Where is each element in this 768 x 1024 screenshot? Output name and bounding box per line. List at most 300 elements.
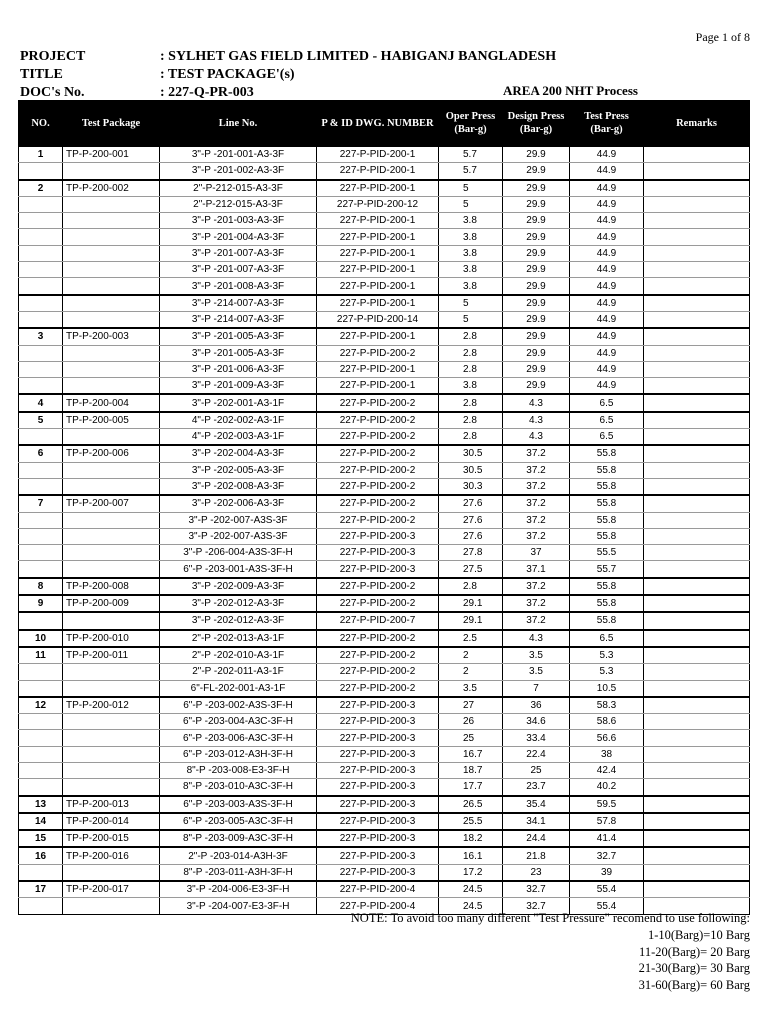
cell-oper-press: 2.8 (439, 412, 503, 429)
cell-pid-number: 227-P-PID-200-2 (317, 680, 439, 697)
cell-design-press: 33.4 (503, 730, 570, 746)
cell-line-no: 3"-P -201-007-A3-3F (160, 245, 317, 261)
cell-test-press: 55.7 (570, 561, 644, 578)
cell-no (19, 478, 63, 495)
cell-line-no: 2"-P-212-015-A3-3F (160, 196, 317, 212)
cell-line-no: 6"-P -203-004-A3C-3F-H (160, 714, 317, 730)
cell-pid-number: 227-P-PID-200-2 (317, 595, 439, 612)
table-row (19, 378, 750, 395)
cell-remarks (644, 528, 750, 544)
cell-no (19, 295, 63, 312)
cell-pid-number: 227-P-PID-200-3 (317, 545, 439, 561)
table-row (19, 180, 750, 197)
cell-remarks (644, 647, 750, 664)
cell-package: TP-P-200-011 (63, 647, 160, 664)
table-row (19, 746, 750, 762)
cell-design-press: 29.9 (503, 163, 570, 180)
cell-line-no: 3"-P -201-005-A3-3F (160, 345, 317, 361)
cell-no (19, 730, 63, 746)
cell-design-press: 29.9 (503, 229, 570, 245)
cell-no (19, 262, 63, 278)
cell-oper-press: 3.8 (439, 378, 503, 395)
cell-package: TP-P-200-008 (63, 578, 160, 595)
table-row (19, 462, 750, 478)
cell-line-no: 3"-P -201-009-A3-3F (160, 378, 317, 395)
cell-pid-number: 227-P-PID-200-1 (317, 245, 439, 261)
cell-test-press: 32.7 (570, 847, 644, 864)
cell-oper-press: 3.5 (439, 680, 503, 697)
table-row (19, 328, 750, 345)
table-row (19, 478, 750, 495)
table-row (19, 361, 750, 377)
cell-pid-number: 227-P-PID-200-1 (317, 146, 439, 163)
cell-remarks (644, 762, 750, 778)
cell-line-no: 6"-P -203-006-A3C-3F-H (160, 730, 317, 746)
cell-package: TP-P-200-012 (63, 697, 160, 714)
table-row (19, 229, 750, 245)
cell-package (63, 714, 160, 730)
cell-package: TP-P-200-009 (63, 595, 160, 612)
cell-test-press: 44.9 (570, 229, 644, 245)
cell-line-no: 8"-P -203-011-A3H-3F-H (160, 864, 317, 881)
cell-package (63, 864, 160, 881)
cell-test-press: 44.9 (570, 278, 644, 295)
cell-line-no: 6"-P -203-005-A3C-3F-H (160, 813, 317, 830)
cell-design-press: 29.9 (503, 295, 570, 312)
cell-test-press: 55.8 (570, 445, 644, 462)
cell-pid-number: 227-P-PID-200-1 (317, 213, 439, 229)
cell-line-no: 8"-P -203-008-E3-3F-H (160, 762, 317, 778)
cell-remarks (644, 847, 750, 864)
cell-design-press: 34.1 (503, 813, 570, 830)
cell-oper-press: 26.5 (439, 796, 503, 813)
cell-design-press: 34.6 (503, 714, 570, 730)
cell-test-press: 6.5 (570, 429, 644, 446)
cell-test-press: 58.3 (570, 697, 644, 714)
cell-package: TP-P-200-004 (63, 394, 160, 411)
cell-no: 15 (19, 830, 63, 847)
cell-test-press: 44.9 (570, 180, 644, 197)
cell-package (63, 462, 160, 478)
table-row (19, 630, 750, 647)
cell-no (19, 378, 63, 395)
table-row (19, 295, 750, 312)
cell-pid-number: 227-P-PID-200-1 (317, 295, 439, 312)
cell-no: 11 (19, 647, 63, 664)
table-row (19, 512, 750, 528)
cell-pid-number: 227-P-PID-200-3 (317, 813, 439, 830)
cell-remarks (644, 278, 750, 295)
cell-line-no: 4"-P -202-002-A3-1F (160, 412, 317, 429)
cell-test-press: 10.5 (570, 680, 644, 697)
table-row (19, 311, 750, 328)
cell-package (63, 213, 160, 229)
cell-oper-press: 24.5 (439, 898, 503, 914)
cell-line-no: 3"-P -201-008-A3-3F (160, 278, 317, 295)
cell-design-press: 23.7 (503, 779, 570, 796)
cell-no (19, 213, 63, 229)
cell-package (63, 779, 160, 796)
cell-test-press: 44.9 (570, 262, 644, 278)
cell-design-press: 29.9 (503, 196, 570, 212)
cell-remarks (644, 578, 750, 595)
doc-value: : 227-Q-PR-003 (160, 85, 254, 100)
cell-remarks (644, 196, 750, 212)
table-header-row (19, 101, 750, 147)
cell-package (63, 311, 160, 328)
cell-no: 6 (19, 445, 63, 462)
cell-oper-press: 2.8 (439, 345, 503, 361)
cell-oper-press: 30.5 (439, 462, 503, 478)
cell-line-no: 3"-P -202-012-A3-3F (160, 612, 317, 629)
cell-package: TP-P-200-007 (63, 495, 160, 512)
cell-line-no: 2"-P-212-015-A3-3F (160, 180, 317, 197)
cell-remarks (644, 378, 750, 395)
cell-design-press: 24.4 (503, 830, 570, 847)
cell-line-no: 8"-P -203-010-A3C-3F-H (160, 779, 317, 796)
cell-pid-number: 227-P-PID-200-4 (317, 898, 439, 914)
table-row (19, 730, 750, 746)
cell-line-no: 4"-P -202-003-A3-1F (160, 429, 317, 446)
cell-design-press: 37.2 (503, 478, 570, 495)
cell-remarks (644, 412, 750, 429)
cell-pid-number: 227-P-PID-200-1 (317, 262, 439, 278)
cell-no: 3 (19, 328, 63, 345)
cell-no: 9 (19, 595, 63, 612)
cell-no: 13 (19, 796, 63, 813)
table-row (19, 561, 750, 578)
cell-oper-press: 3.8 (439, 262, 503, 278)
cell-no: 1 (19, 146, 63, 163)
cell-test-press: 40.2 (570, 779, 644, 796)
cell-no (19, 361, 63, 377)
cell-design-press: 4.3 (503, 429, 570, 446)
cell-remarks (644, 697, 750, 714)
cell-package (63, 163, 160, 180)
cell-oper-press: 3.8 (439, 278, 503, 295)
table-row (19, 714, 750, 730)
cell-oper-press: 27 (439, 697, 503, 714)
cell-line-no: 3"-P -202-005-A3-3F (160, 462, 317, 478)
cell-test-press: 38 (570, 746, 644, 762)
test-pressure-note (351, 910, 750, 994)
cell-test-press: 56.6 (570, 730, 644, 746)
cell-test-press: 44.9 (570, 378, 644, 395)
cell-line-no: 3"-P -202-012-A3-3F (160, 595, 317, 612)
cell-line-no: 3"-P -214-007-A3-3F (160, 295, 317, 312)
cell-remarks (644, 163, 750, 180)
cell-oper-press: 5.7 (439, 163, 503, 180)
cell-test-press: 55.5 (570, 545, 644, 561)
cell-line-no: 3"-P -214-007-A3-3F (160, 311, 317, 328)
cell-design-press: 29.9 (503, 278, 570, 295)
cell-package: TP-P-200-003 (63, 328, 160, 345)
table-row (19, 762, 750, 778)
cell-package: TP-P-200-017 (63, 881, 160, 898)
cell-line-no: 8"-P -203-009-A3C-3F-H (160, 830, 317, 847)
cell-design-press: 37.2 (503, 495, 570, 512)
cell-no: 14 (19, 813, 63, 830)
table-row (19, 813, 750, 830)
cell-remarks (644, 295, 750, 312)
cell-pid-number: 227-P-PID-200-3 (317, 864, 439, 881)
page-number: Page 1 of 8 (695, 30, 750, 44)
cell-package (63, 730, 160, 746)
cell-remarks (644, 394, 750, 411)
cell-oper-press: 30.3 (439, 478, 503, 495)
cell-package (63, 561, 160, 578)
cell-no: 10 (19, 630, 63, 647)
cell-design-press: 4.3 (503, 394, 570, 411)
table-row (19, 445, 750, 462)
cell-oper-press: 27.6 (439, 512, 503, 528)
title-label: TITLE (20, 67, 63, 82)
cell-package (63, 429, 160, 446)
cell-pid-number: 227-P-PID-200-2 (317, 412, 439, 429)
table-row (19, 345, 750, 361)
cell-no (19, 680, 63, 697)
cell-line-no: 6"-P -203-002-A3S-3F-H (160, 697, 317, 714)
cell-test-press: 55.8 (570, 512, 644, 528)
cell-no (19, 311, 63, 328)
table-row (19, 394, 750, 411)
cell-no (19, 746, 63, 762)
cell-design-press: 29.9 (503, 213, 570, 229)
cell-oper-press: 2.8 (439, 361, 503, 377)
cell-pid-number: 227-P-PID-200-2 (317, 647, 439, 664)
cell-test-press: 44.9 (570, 361, 644, 377)
cell-package: TP-P-200-016 (63, 847, 160, 864)
cell-no (19, 345, 63, 361)
cell-pid-number: 227-P-PID-200-2 (317, 578, 439, 595)
cell-line-no: 3"-P -201-005-A3-3F (160, 328, 317, 345)
cell-pid-number: 227-P-PID-200-2 (317, 345, 439, 361)
table-row (19, 578, 750, 595)
cell-no (19, 512, 63, 528)
cell-package (63, 612, 160, 629)
table-row (19, 830, 750, 847)
cell-design-press: 37.2 (503, 462, 570, 478)
cell-test-press: 58.6 (570, 714, 644, 730)
cell-remarks (644, 495, 750, 512)
cell-line-no: 6"-P -203-003-A3S-3F-H (160, 796, 317, 813)
cell-oper-press: 24.5 (439, 881, 503, 898)
cell-design-press: 32.7 (503, 881, 570, 898)
cell-line-no: 2"-P -203-014-A3H-3F (160, 847, 317, 864)
cell-design-press: 29.9 (503, 311, 570, 328)
cell-design-press: 29.9 (503, 180, 570, 197)
cell-remarks (644, 328, 750, 345)
cell-pid-number: 227-P-PID-200-4 (317, 881, 439, 898)
col-header-line: Line No. (160, 101, 317, 147)
cell-line-no: 3"-P -201-003-A3-3F (160, 213, 317, 229)
cell-package (63, 746, 160, 762)
cell-test-press: 44.9 (570, 245, 644, 261)
table-row (19, 697, 750, 714)
cell-line-no: 2"-P -202-013-A3-1F (160, 630, 317, 647)
cell-test-press: 44.9 (570, 213, 644, 229)
cell-no (19, 163, 63, 180)
cell-line-no: 3"-P -202-006-A3-3F (160, 495, 317, 512)
cell-test-press: 44.9 (570, 328, 644, 345)
cell-no (19, 561, 63, 578)
cell-oper-press: 5 (439, 295, 503, 312)
cell-package (63, 378, 160, 395)
cell-oper-press: 2 (439, 647, 503, 664)
cell-remarks (644, 796, 750, 813)
cell-remarks (644, 864, 750, 881)
cell-line-no: 3"-P -201-006-A3-3F (160, 361, 317, 377)
cell-line-no: 3"-P -202-008-A3-3F (160, 478, 317, 495)
cell-pid-number: 227-P-PID-200-2 (317, 664, 439, 680)
cell-package (63, 361, 160, 377)
table-row (19, 528, 750, 544)
cell-design-press: 36 (503, 697, 570, 714)
cell-pid-number: 227-P-PID-200-1 (317, 278, 439, 295)
cell-pid-number: 227-P-PID-200-2 (317, 630, 439, 647)
table-row (19, 146, 750, 163)
cell-no (19, 245, 63, 261)
cell-test-press: 44.9 (570, 311, 644, 328)
cell-oper-press: 30.5 (439, 445, 503, 462)
cell-oper-press: 27.6 (439, 528, 503, 544)
table-row (19, 864, 750, 881)
cell-pid-number: 227-P-PID-200-2 (317, 478, 439, 495)
cell-design-press: 4.3 (503, 412, 570, 429)
cell-line-no: 6"-P -203-001-A3S-3F-H (160, 561, 317, 578)
cell-design-press: 32.7 (503, 898, 570, 914)
cell-remarks (644, 245, 750, 261)
cell-pid-number: 227-P-PID-200-2 (317, 512, 439, 528)
cell-design-press: 37.2 (503, 528, 570, 544)
cell-package: TP-P-200-010 (63, 630, 160, 647)
cell-design-press: 29.9 (503, 361, 570, 377)
cell-no: 2 (19, 180, 63, 197)
cell-no: 4 (19, 394, 63, 411)
cell-no: 8 (19, 578, 63, 595)
cell-line-no: 3"-P -201-001-A3-3F (160, 146, 317, 163)
cell-package (63, 478, 160, 495)
cell-line-no: 3"-P -202-004-A3-3F (160, 445, 317, 462)
cell-oper-press: 29.1 (439, 612, 503, 629)
cell-oper-press: 5 (439, 196, 503, 212)
cell-pid-number: 227-P-PID-200-1 (317, 361, 439, 377)
cell-test-press: 6.5 (570, 394, 644, 411)
cell-package: TP-P-200-006 (63, 445, 160, 462)
cell-test-press: 39 (570, 864, 644, 881)
cell-design-press: 37.1 (503, 561, 570, 578)
cell-line-no: 3"-P -204-007-E3-3F-H (160, 898, 317, 914)
note-line: 21-30(Barg)= 30 Barg (638, 961, 750, 976)
cell-remarks (644, 512, 750, 528)
cell-oper-press: 17.2 (439, 864, 503, 881)
cell-test-press: 41.4 (570, 830, 644, 847)
cell-pid-number: 227-P-PID-200-3 (317, 779, 439, 796)
cell-no (19, 528, 63, 544)
col-header-oper: Oper Press (Bar-g) (439, 101, 503, 147)
cell-design-press: 29.9 (503, 378, 570, 395)
cell-design-press: 3.5 (503, 664, 570, 680)
cell-remarks (644, 595, 750, 612)
table-row (19, 495, 750, 512)
cell-oper-press: 16.1 (439, 847, 503, 864)
note-line: 31-60(Barg)= 60 Barg (638, 978, 750, 993)
cell-remarks (644, 262, 750, 278)
cell-no (19, 664, 63, 680)
cell-test-press: 55.8 (570, 495, 644, 512)
cell-oper-press: 2.8 (439, 394, 503, 411)
table-row (19, 796, 750, 813)
area-label: AREA 200 NHT Process (503, 83, 638, 98)
cell-remarks (644, 779, 750, 796)
cell-design-press: 4.3 (503, 630, 570, 647)
table-row (19, 429, 750, 446)
cell-line-no: 3"-P -202-009-A3-3F (160, 578, 317, 595)
cell-pid-number: 227-P-PID-200-3 (317, 730, 439, 746)
cell-no (19, 229, 63, 245)
cell-line-no: 2"-P -202-011-A3-1F (160, 664, 317, 680)
cell-test-press: 55.8 (570, 578, 644, 595)
cell-package (63, 528, 160, 544)
cell-line-no: 2"-P -202-010-A3-1F (160, 647, 317, 664)
cell-package (63, 262, 160, 278)
cell-test-press: 55.8 (570, 478, 644, 495)
cell-test-press: 42.4 (570, 762, 644, 778)
cell-package: TP-P-200-001 (63, 146, 160, 163)
cell-remarks (644, 714, 750, 730)
cell-design-press: 22.4 (503, 746, 570, 762)
table-row (19, 664, 750, 680)
cell-oper-press: 25.5 (439, 813, 503, 830)
cell-oper-press: 2.5 (439, 630, 503, 647)
doc-label: DOC's No. (20, 85, 85, 100)
cell-design-press: 37.2 (503, 445, 570, 462)
cell-package: TP-P-200-005 (63, 412, 160, 429)
cell-oper-press: 27.6 (439, 495, 503, 512)
cell-line-no: 3"-P -202-007-A3S-3F (160, 512, 317, 528)
cell-remarks (644, 213, 750, 229)
cell-design-press: 37 (503, 545, 570, 561)
cell-pid-number: 227-P-PID-200-3 (317, 528, 439, 544)
cell-test-press: 55.8 (570, 462, 644, 478)
cell-no (19, 612, 63, 629)
cell-remarks (644, 445, 750, 462)
cell-test-press: 55.8 (570, 528, 644, 544)
cell-oper-press: 17.7 (439, 779, 503, 796)
cell-oper-press: 2.8 (439, 328, 503, 345)
cell-line-no: 3"-P -202-007-A3S-3F (160, 528, 317, 544)
cell-test-press: 44.9 (570, 146, 644, 163)
cell-test-press: 55.4 (570, 881, 644, 898)
cell-package: TP-P-200-002 (63, 180, 160, 197)
cell-line-no: 3"-P -206-004-A3S-3F-H (160, 545, 317, 561)
cell-pid-number: 227-P-PID-200-3 (317, 714, 439, 730)
cell-design-press: 29.9 (503, 262, 570, 278)
cell-pid-number: 227-P-PID-200-3 (317, 762, 439, 778)
table-row (19, 647, 750, 664)
cell-pid-number: 227-P-PID-200-1 (317, 328, 439, 345)
cell-oper-press: 29.1 (439, 595, 503, 612)
cell-oper-press: 25 (439, 730, 503, 746)
cell-oper-press: 18.2 (439, 830, 503, 847)
cell-no (19, 898, 63, 914)
cell-remarks (644, 680, 750, 697)
cell-test-press: 55.4 (570, 898, 644, 914)
cell-pid-number: 227-P-PID-200-1 (317, 229, 439, 245)
cell-design-press: 29.9 (503, 328, 570, 345)
cell-package (63, 898, 160, 914)
cell-package (63, 512, 160, 528)
